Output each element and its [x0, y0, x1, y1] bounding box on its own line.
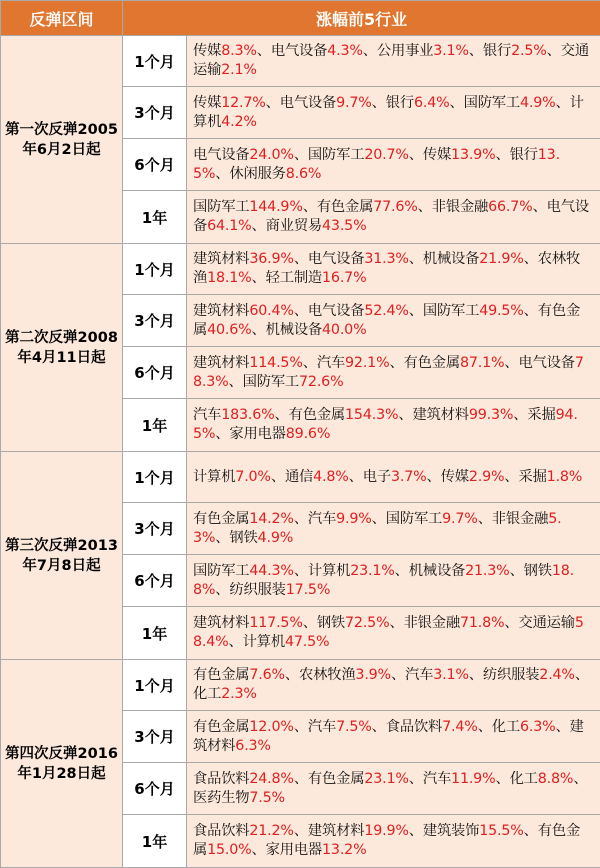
- industries-cell: [187, 191, 600, 244]
- industry-name: 建筑材料: [308, 823, 364, 839]
- industry-name: 传媒: [423, 147, 451, 163]
- industry-gain: 72.5%: [345, 615, 389, 631]
- industry-name: 建筑材料: [193, 251, 249, 267]
- duration-cell: 1年: [123, 399, 187, 452]
- separator: 、: [409, 771, 423, 787]
- industry-gain: 71.8%: [460, 615, 504, 631]
- industries-cell: [187, 399, 600, 452]
- separator: 、: [389, 615, 403, 631]
- industry-name: 计算机: [193, 469, 235, 485]
- industries-cell: [187, 87, 600, 139]
- industry-gain: 7.5%: [336, 719, 372, 735]
- table-row: [1, 660, 600, 711]
- industry-name: 国防军工: [386, 511, 442, 527]
- industry-name: 交通运输: [193, 43, 589, 78]
- header-row: [1, 1, 600, 36]
- industry-name: 建筑材料: [412, 407, 468, 423]
- industry-gain: 8.8%: [538, 771, 574, 787]
- industry-gain: 31.3%: [364, 251, 408, 267]
- separator: 、: [215, 530, 229, 546]
- industry-name: 公用事业: [377, 43, 433, 59]
- industry-gain: 2.3%: [221, 686, 257, 702]
- industry-gain: 19.9%: [364, 823, 408, 839]
- industry-name: 机械设备: [409, 563, 465, 579]
- industry-gain: 3.1%: [433, 43, 469, 59]
- industry-name: 钢铁: [317, 615, 345, 631]
- industry-gain: 52.4%: [364, 303, 408, 319]
- industry-name: 国防军工: [464, 95, 520, 111]
- separator: 、: [372, 95, 386, 111]
- separator: 、: [229, 634, 243, 650]
- industry-gain: 44.3%: [249, 563, 293, 579]
- separator: 、: [215, 166, 229, 182]
- industry-name: 非银金融: [432, 199, 488, 215]
- industry-name: 计算机: [308, 563, 350, 579]
- industry-name: 传媒: [441, 469, 469, 485]
- industry-gain: 2.5%: [511, 43, 547, 59]
- industry-gain: 12.0%: [249, 719, 293, 735]
- industry-name: 机械设备: [423, 251, 479, 267]
- separator: 、: [271, 469, 285, 485]
- separator: 、: [524, 303, 538, 319]
- industry-gain: 4.2%: [221, 114, 257, 130]
- separator: 、: [409, 303, 423, 319]
- separator: 、: [215, 426, 229, 442]
- industry-name: 钢铁: [524, 563, 552, 579]
- separator: 、: [257, 43, 271, 59]
- industry-name: 有色金属: [193, 667, 249, 683]
- industry-name: 建筑材料: [193, 615, 249, 631]
- industry-name: 计算机: [243, 634, 285, 650]
- industry-gain: 6.3%: [235, 738, 271, 754]
- industry-name: 国防军工: [308, 147, 364, 163]
- industry-gain: 18.8%: [193, 563, 574, 598]
- industry-gain: 58.4%: [193, 615, 584, 650]
- rebound-period-cell: 第三次反弹2013年7月8日起: [1, 452, 123, 660]
- separator: 、: [294, 303, 308, 319]
- separator: 、: [294, 771, 308, 787]
- industry-name: 有色金属: [193, 823, 580, 858]
- industry-gain: 2.1%: [221, 62, 257, 78]
- industry-name: 电气设备: [193, 147, 249, 163]
- industry-name: 交通运输: [518, 615, 574, 631]
- industry-name: 通信: [285, 469, 313, 485]
- duration-cell: 6个月: [123, 555, 187, 607]
- industry-name: 国防军工: [243, 374, 299, 390]
- industry-gain: 47.5%: [285, 634, 329, 650]
- industry-gain: 40.0%: [322, 322, 366, 338]
- industry-gain: 1.8%: [547, 469, 583, 485]
- industries-cell: [187, 555, 600, 607]
- industry-name: 汽车: [308, 511, 336, 527]
- industry-name: 有色金属: [404, 355, 460, 371]
- separator: 、: [556, 95, 570, 111]
- industry-name: 电气设备: [193, 199, 589, 234]
- separator: 、: [398, 407, 412, 423]
- industry-gain: 8.6%: [286, 166, 322, 182]
- separator: 、: [495, 147, 509, 163]
- industry-gain: 3.1%: [433, 667, 469, 683]
- industry-name: 有色金属: [193, 511, 249, 527]
- duration-cell: 6个月: [123, 139, 187, 191]
- rebound-period-cell: 第二次反弹2008年4月11日起: [1, 244, 123, 452]
- industry-gain: 7.0%: [235, 469, 271, 485]
- industry-gain: 4.3%: [327, 43, 363, 59]
- industry-gain: 15.0%: [207, 842, 251, 858]
- industry-gain: 89.6%: [286, 426, 330, 442]
- industry-name: 汽车: [308, 719, 336, 735]
- industry-name: 汽车: [193, 407, 221, 423]
- separator: 、: [573, 771, 587, 787]
- industry-name: 国防军工: [193, 563, 249, 579]
- industry-gain: 78.3%: [193, 355, 584, 390]
- industry-gain: 9.7%: [336, 95, 372, 111]
- industry-gain: 14.2%: [249, 511, 293, 527]
- industry-name: 纺织服装: [483, 667, 539, 683]
- separator: 、: [372, 719, 386, 735]
- separator: 、: [294, 251, 308, 267]
- industry-name: 电气设备: [271, 43, 327, 59]
- duration-cell: 1个月: [123, 660, 187, 711]
- industry-name: 食品饮料: [193, 823, 249, 839]
- industry-name: 电子: [363, 469, 391, 485]
- industry-name: 计算机: [193, 95, 584, 130]
- industries-cell: [187, 607, 600, 660]
- separator: 、: [427, 469, 441, 485]
- separator: 、: [363, 43, 377, 59]
- industry-gain: 43.5%: [322, 218, 366, 234]
- industries-cell: [187, 244, 600, 295]
- industry-gain: 60.4%: [249, 303, 293, 319]
- industry-gain: 3.9%: [355, 667, 391, 683]
- industries-cell: [187, 763, 600, 815]
- industry-name: 电气设备: [280, 95, 336, 111]
- industries-cell: [187, 815, 600, 868]
- industry-name: 银行: [483, 43, 511, 59]
- industries-cell: [187, 452, 600, 503]
- separator: 、: [294, 719, 308, 735]
- separator: 、: [524, 251, 538, 267]
- duration-cell: 3个月: [123, 295, 187, 347]
- industry-name: 建筑材料: [193, 719, 584, 754]
- industry-name: 休闲服务: [229, 166, 285, 182]
- industry-name: 汽车: [317, 355, 345, 371]
- separator: 、: [450, 95, 464, 111]
- industry-gain: 16.7%: [322, 270, 366, 286]
- industry-gain: 9.7%: [442, 511, 478, 527]
- industry-gain: 114.5%: [249, 355, 302, 371]
- industry-name: 汽车: [423, 771, 451, 787]
- industry-name: 采掘: [527, 407, 555, 423]
- industry-gain: 6.3%: [520, 719, 556, 735]
- industry-gain: 13.5%: [193, 147, 560, 182]
- industry-name: 传媒: [193, 95, 221, 111]
- industry-name: 钢铁: [229, 530, 257, 546]
- industry-name: 化工: [193, 686, 221, 702]
- separator: 、: [418, 199, 432, 215]
- separator: 、: [556, 719, 570, 735]
- duration-cell: 1年: [123, 815, 187, 868]
- industry-name: 食品饮料: [386, 719, 442, 735]
- separator: 、: [303, 199, 317, 215]
- industry-name: 建筑装饰: [423, 823, 479, 839]
- industry-name: 汽车: [405, 667, 433, 683]
- industry-name: 电气设备: [518, 355, 574, 371]
- industry-gain: 21.3%: [465, 563, 509, 579]
- industry-name: 医药生物: [193, 790, 249, 806]
- industry-gain: 24.8%: [249, 771, 293, 787]
- industry-gain: 15.5%: [479, 823, 523, 839]
- industry-name: 农林牧渔: [299, 667, 355, 683]
- industry-name: 有色金属: [289, 407, 345, 423]
- separator: 、: [478, 719, 492, 735]
- industry-gain: 36.9%: [249, 251, 293, 267]
- industry-gain: 11.9%: [451, 771, 495, 787]
- separator: 、: [252, 842, 266, 858]
- industry-gain: 77.6%: [373, 199, 417, 215]
- separator: 、: [252, 270, 266, 286]
- industry-gain: 3.7%: [391, 469, 427, 485]
- duration-cell: 1个月: [123, 36, 187, 87]
- industry-gain: 2.4%: [539, 667, 575, 683]
- separator: 、: [229, 374, 243, 390]
- industry-name: 银行: [386, 95, 414, 111]
- industry-name: 纺织服装: [229, 582, 285, 598]
- industries-cell: [187, 347, 600, 399]
- industries-cell: [187, 36, 600, 87]
- table-row: [1, 452, 600, 503]
- header-top5-industries: 涨幅前5行业: [123, 1, 600, 36]
- industry-gain: 7.4%: [442, 719, 478, 735]
- separator: 、: [495, 771, 509, 787]
- industry-name: 建筑材料: [193, 355, 249, 371]
- industry-name: 银行: [510, 147, 538, 163]
- industry-name: 农林牧渔: [193, 251, 580, 286]
- industry-gain: 40.6%: [207, 322, 251, 338]
- duration-cell: 3个月: [123, 503, 187, 555]
- separator: 、: [294, 823, 308, 839]
- industry-gain: 154.3%: [345, 407, 398, 423]
- industry-gain: 7.5%: [249, 790, 285, 806]
- duration-cell: 1年: [123, 607, 187, 660]
- table-body: [1, 36, 600, 868]
- industry-name: 有色金属: [193, 719, 249, 735]
- separator: 、: [252, 218, 266, 234]
- separator: 、: [409, 251, 423, 267]
- industries-cell: [187, 295, 600, 347]
- industry-gain: 9.9%: [336, 511, 372, 527]
- industry-name: 传媒: [193, 43, 221, 59]
- separator: 、: [303, 615, 317, 631]
- industry-gain: 144.9%: [249, 199, 302, 215]
- industry-gain: 66.7%: [488, 199, 532, 215]
- industry-gain: 20.7%: [364, 147, 408, 163]
- industry-gain: 4.9%: [520, 95, 556, 111]
- separator: 、: [469, 667, 483, 683]
- duration-cell: 6个月: [123, 763, 187, 815]
- separator: 、: [294, 563, 308, 579]
- industry-name: 化工: [492, 719, 520, 735]
- separator: 、: [252, 322, 266, 338]
- rebound-period-cell: 第四次反弹2016年1月28日起: [1, 660, 123, 868]
- separator: 、: [349, 469, 363, 485]
- duration-cell: 3个月: [123, 711, 187, 763]
- industry-gain: 72.6%: [299, 374, 343, 390]
- industry-gain: 5.3%: [193, 511, 561, 546]
- separator: 、: [285, 667, 299, 683]
- separator: 、: [215, 582, 229, 598]
- separator: 、: [372, 511, 386, 527]
- industry-gain: 21.2%: [249, 823, 293, 839]
- industry-gain: 18.1%: [207, 270, 251, 286]
- separator: 、: [266, 95, 280, 111]
- separator: 、: [504, 469, 518, 485]
- industry-gain: 23.1%: [350, 563, 394, 579]
- industry-gain: 12.7%: [221, 95, 265, 111]
- industry-gain: 183.6%: [221, 407, 274, 423]
- rebound-period-cell: 第一次反弹2005年6月2日起: [1, 36, 123, 244]
- separator: 、: [478, 511, 492, 527]
- industries-cell: [187, 711, 600, 763]
- separator: 、: [575, 667, 589, 683]
- industry-gain: 117.5%: [249, 615, 302, 631]
- industry-gain: 64.1%: [207, 218, 251, 234]
- industry-name: 采掘: [518, 469, 546, 485]
- separator: 、: [303, 355, 317, 371]
- separator: 、: [389, 355, 403, 371]
- separator: 、: [469, 43, 483, 59]
- industry-gain: 8.3%: [221, 43, 257, 59]
- industry-name: 机械设备: [266, 322, 322, 338]
- separator: 、: [294, 147, 308, 163]
- industry-gain: 4.8%: [313, 469, 349, 485]
- separator: 、: [504, 615, 518, 631]
- industry-name: 家用电器: [229, 426, 285, 442]
- industry-name: 家用电器: [266, 842, 322, 858]
- industry-name: 国防军工: [423, 303, 479, 319]
- industry-name: 电气设备: [308, 303, 364, 319]
- duration-cell: 3个月: [123, 87, 187, 139]
- separator: 、: [504, 355, 518, 371]
- industry-gain: 49.5%: [479, 303, 523, 319]
- separator: 、: [547, 43, 561, 59]
- industry-gain: 6.4%: [414, 95, 450, 111]
- industry-gain: 17.5%: [286, 582, 330, 598]
- industry-gain: 21.9%: [479, 251, 523, 267]
- separator: 、: [395, 563, 409, 579]
- separator: 、: [275, 407, 289, 423]
- duration-cell: 1个月: [123, 452, 187, 503]
- separator: 、: [294, 511, 308, 527]
- separator: 、: [524, 823, 538, 839]
- industry-name: 有色金属: [317, 199, 373, 215]
- industry-name: 有色金属: [308, 771, 364, 787]
- separator: 、: [533, 199, 547, 215]
- separator: 、: [391, 667, 405, 683]
- industry-gain: 23.1%: [364, 771, 408, 787]
- industry-name: 非银金融: [492, 511, 548, 527]
- separator: 、: [409, 147, 423, 163]
- industry-gain: 94.5%: [193, 407, 578, 442]
- industry-gain: 7.6%: [249, 667, 285, 683]
- industry-gain: 13.2%: [322, 842, 366, 858]
- industry-gain: 99.3%: [469, 407, 513, 423]
- duration-cell: 6个月: [123, 347, 187, 399]
- industries-cell: [187, 503, 600, 555]
- industry-gain: 24.0%: [249, 147, 293, 163]
- industry-name: 有色金属: [193, 303, 580, 338]
- header-rebound-period: 反弹区间: [1, 1, 123, 36]
- industry-name: 化工: [510, 771, 538, 787]
- duration-cell: 1个月: [123, 244, 187, 295]
- industry-name: 食品饮料: [193, 771, 249, 787]
- industry-name: 商业贸易: [266, 218, 322, 234]
- separator: 、: [513, 407, 527, 423]
- industry-name: 非银金融: [404, 615, 460, 631]
- table-row: [1, 36, 600, 87]
- industry-gain: 13.9%: [451, 147, 495, 163]
- industry-name: 建筑材料: [193, 303, 249, 319]
- industry-gain: 4.9%: [258, 530, 294, 546]
- industry-gain: 2.9%: [469, 469, 505, 485]
- industry-gain: 87.1%: [460, 355, 504, 371]
- industry-name: 轻工制造: [266, 270, 322, 286]
- industry-name: 国防军工: [193, 199, 249, 215]
- industries-cell: [187, 660, 600, 711]
- industry-gain: 92.1%: [345, 355, 389, 371]
- separator: 、: [409, 823, 423, 839]
- duration-cell: 1年: [123, 191, 187, 244]
- table-row: [1, 244, 600, 295]
- industries-cell: [187, 139, 600, 191]
- industry-name: 电气设备: [308, 251, 364, 267]
- separator: 、: [510, 563, 524, 579]
